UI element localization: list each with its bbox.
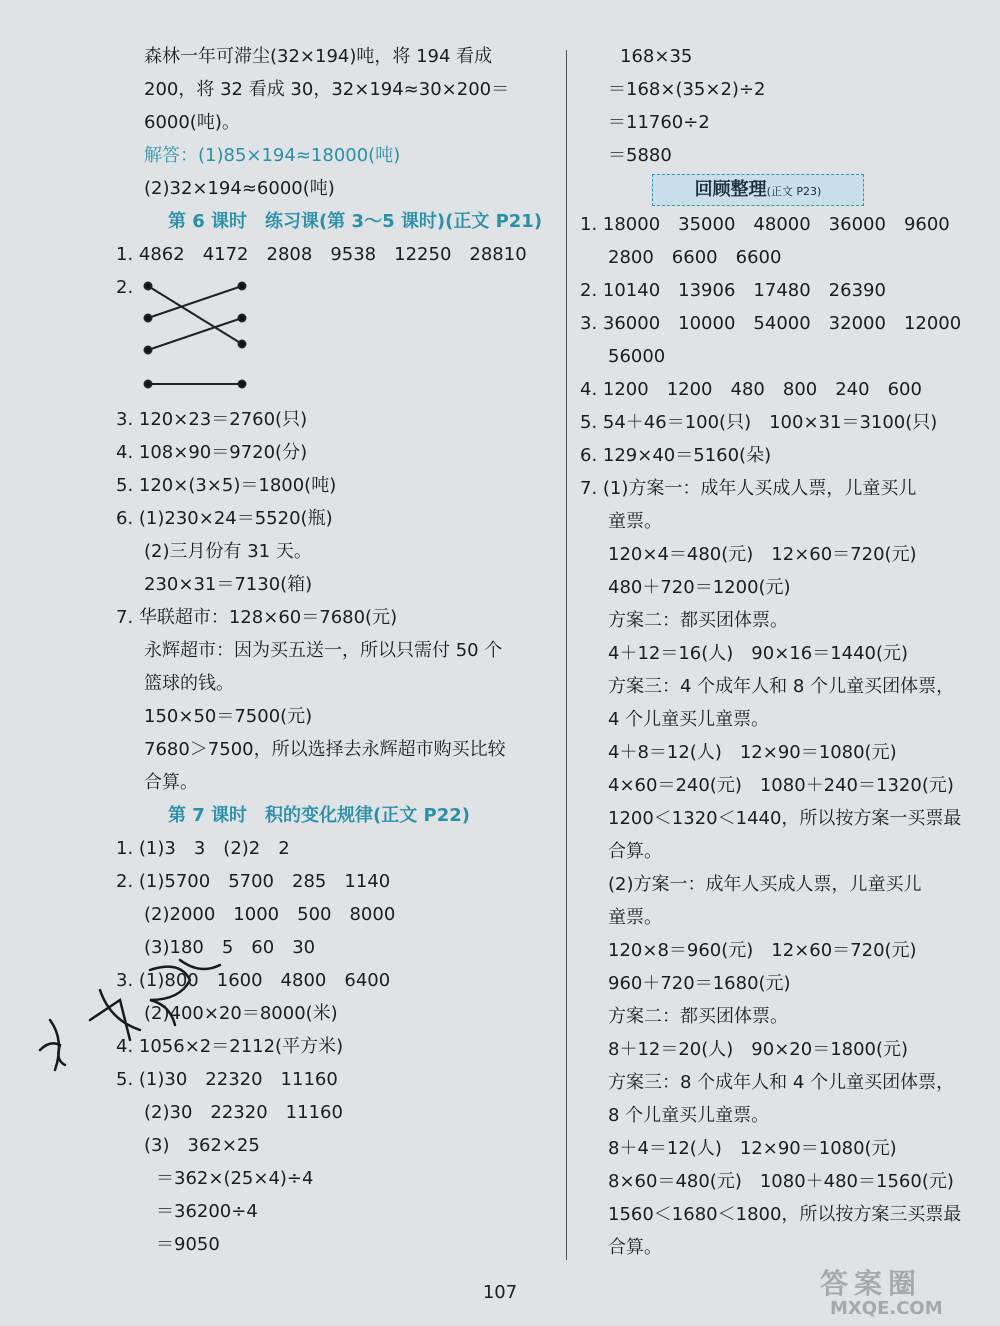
answer-line: (3)180 5 60 30 bbox=[144, 937, 316, 958]
answer-line: 6000(吨)。 bbox=[144, 112, 240, 133]
answer-line: 8＋4＝12(人) 12×90＝1080(元) bbox=[608, 1138, 897, 1159]
answer-line: (2)30 22320 11160 bbox=[144, 1102, 343, 1123]
answer-line: 3. 36000 10000 54000 32000 12000 bbox=[580, 313, 962, 334]
answer-line: 120×4＝480(元) 12×60＝720(元) bbox=[608, 544, 917, 565]
answer-line: 4＋8＝12(人) 12×90＝1080(元) bbox=[608, 742, 897, 763]
answer-line: ＝11760÷2 bbox=[608, 112, 710, 133]
answer-line: 方案三：8 个成年人和 4 个儿童买团体票， bbox=[608, 1072, 955, 1093]
answer-line: 4 个儿童买儿童票。 bbox=[608, 709, 770, 730]
answer-line: 4. 108×90＝9720(分) bbox=[116, 442, 308, 463]
answer-line: 6. (1)230×24＝5520(瓶) bbox=[116, 508, 333, 529]
answer-line: 8 个儿童买儿童票。 bbox=[608, 1105, 770, 1126]
section-heading: 第 6 课时 练习课(第 3～5 课时)(正文 P21) bbox=[168, 211, 543, 232]
answer-line: 1. 4862 4172 2808 9538 12250 28810 bbox=[116, 244, 527, 265]
answer-line: 1. 18000 35000 48000 36000 9600 bbox=[580, 214, 950, 235]
page-number: 107 bbox=[482, 1282, 518, 1303]
answer-line: 2. (1)5700 5700 285 1140 bbox=[116, 871, 391, 892]
answer-line: 200，将 32 看成 30，32×194≈30×200＝ bbox=[144, 79, 510, 100]
answer-line: 永辉超市：因为买五送一，所以只需付 50 个 bbox=[144, 640, 503, 661]
answer-line: 7. 华联超市：128×60＝7680(元) bbox=[116, 607, 398, 628]
answer-line: 4. 1056×2＝2112(平方米) bbox=[116, 1036, 344, 1057]
answer-line: 2. 10140 13906 17480 26390 bbox=[580, 280, 886, 301]
answer-line: ＝36200÷4 bbox=[156, 1201, 258, 1222]
answer-line: ＝5880 bbox=[608, 145, 672, 166]
answer-line: 4＋12＝16(人) 90×16＝1440(元) bbox=[608, 643, 909, 664]
answer-line: 2. bbox=[116, 277, 134, 298]
answer-line: 方案二：都买团体票。 bbox=[608, 610, 788, 631]
answer-line: 960＋720＝1680(元) bbox=[608, 973, 791, 994]
answer-line: 合算。 bbox=[608, 1237, 662, 1258]
answer-line: 5. 120×(3×5)＝1800(吨) bbox=[116, 475, 337, 496]
answer-line: 3. (1)800 1600 4800 6400 bbox=[116, 970, 391, 991]
answer-line: 230×31＝7130(箱) bbox=[144, 574, 313, 595]
section-title-ref: (正文 P23) bbox=[766, 185, 822, 198]
matching-diagram bbox=[140, 280, 250, 390]
answer-line: 480＋720＝1200(元) bbox=[608, 577, 791, 598]
column-divider bbox=[566, 50, 567, 1260]
answer-line: 童票。 bbox=[608, 907, 662, 928]
answer-line: 7680＞7500，所以选择去永辉超市购买比较 bbox=[144, 739, 506, 760]
answer-line: 2800 6600 6600 bbox=[608, 247, 782, 268]
answer-line: (2)方案一：成年人买成人票，儿童买儿 bbox=[608, 874, 922, 895]
answer-line: 8×60＝480(元) 1080＋480＝1560(元) bbox=[608, 1171, 954, 1192]
section-title-review bbox=[652, 174, 864, 206]
watermark-url: MXQE.COM bbox=[830, 1298, 943, 1319]
answer-line: 120×8＝960(元) 12×60＝720(元) bbox=[608, 940, 917, 961]
watermark-logo: 答案圈 bbox=[820, 1267, 923, 1300]
answer-line: 1560＜1680＜1800，所以按方案三买票最 bbox=[608, 1204, 962, 1225]
answer-line: 56000 bbox=[608, 346, 666, 367]
answer-line: (3) 362×25 bbox=[144, 1135, 260, 1156]
answer-line: (2)400×20＝8000(米) bbox=[144, 1003, 338, 1024]
answer-line: 7. (1)方案一：成年人买成人票，儿童买儿 bbox=[580, 478, 917, 499]
answer-line: 篮球的钱。 bbox=[144, 673, 234, 694]
answer-line: 5. 54＋46＝100(只) 100×31＝3100(只) bbox=[580, 412, 938, 433]
answer-line: 6. 129×40＝5160(朵) bbox=[580, 445, 772, 466]
answer-line: 4×60＝240(元) 1080＋240＝1320(元) bbox=[608, 775, 954, 796]
answer-line: 168×35 bbox=[620, 46, 693, 67]
answer-line: 解答：(1)85×194≈18000(吨) bbox=[144, 145, 401, 166]
answer-line: 4. 1200 1200 480 800 240 600 bbox=[580, 379, 922, 400]
answer-line: ＝168×(35×2)÷2 bbox=[608, 79, 766, 100]
answer-line: 1. (1)3 3 (2)2 2 bbox=[116, 838, 290, 859]
answer-line: 5. (1)30 22320 11160 bbox=[116, 1069, 338, 1090]
answer-line: 童票。 bbox=[608, 511, 662, 532]
section-heading: 第 7 课时 积的变化规律(正文 P22) bbox=[168, 805, 471, 826]
answer-line: 8＋12＝20(人) 90×20＝1800(元) bbox=[608, 1039, 909, 1060]
answer-line: (2)32×194≈6000(吨) bbox=[144, 178, 335, 199]
answer-line: 合算。 bbox=[144, 772, 198, 793]
answer-line: 3. 120×23＝2760(只) bbox=[116, 409, 308, 430]
answer-line: 150×50＝7500(元) bbox=[144, 706, 313, 727]
answer-line: 1200＜1320＜1440，所以按方案一买票最 bbox=[608, 808, 962, 829]
answer-line: ＝9050 bbox=[156, 1234, 220, 1255]
answer-line: (2)三月份有 31 天。 bbox=[144, 541, 312, 562]
answer-line: (2)2000 1000 500 8000 bbox=[144, 904, 396, 925]
answer-line: 方案二：都买团体票。 bbox=[608, 1006, 788, 1027]
section-title-text: 回顾整理 bbox=[694, 179, 767, 200]
answer-line: ＝362×(25×4)÷4 bbox=[156, 1168, 314, 1189]
right-column bbox=[580, 40, 995, 1264]
answer-line: 合算。 bbox=[608, 841, 662, 862]
answer-line: 方案三：4 个成年人和 8 个儿童买团体票， bbox=[608, 676, 955, 697]
answer-line: 森林一年可滞尘(32×194)吨，将 194 看成 bbox=[144, 46, 493, 67]
handwritten-scribble bbox=[30, 950, 240, 1080]
